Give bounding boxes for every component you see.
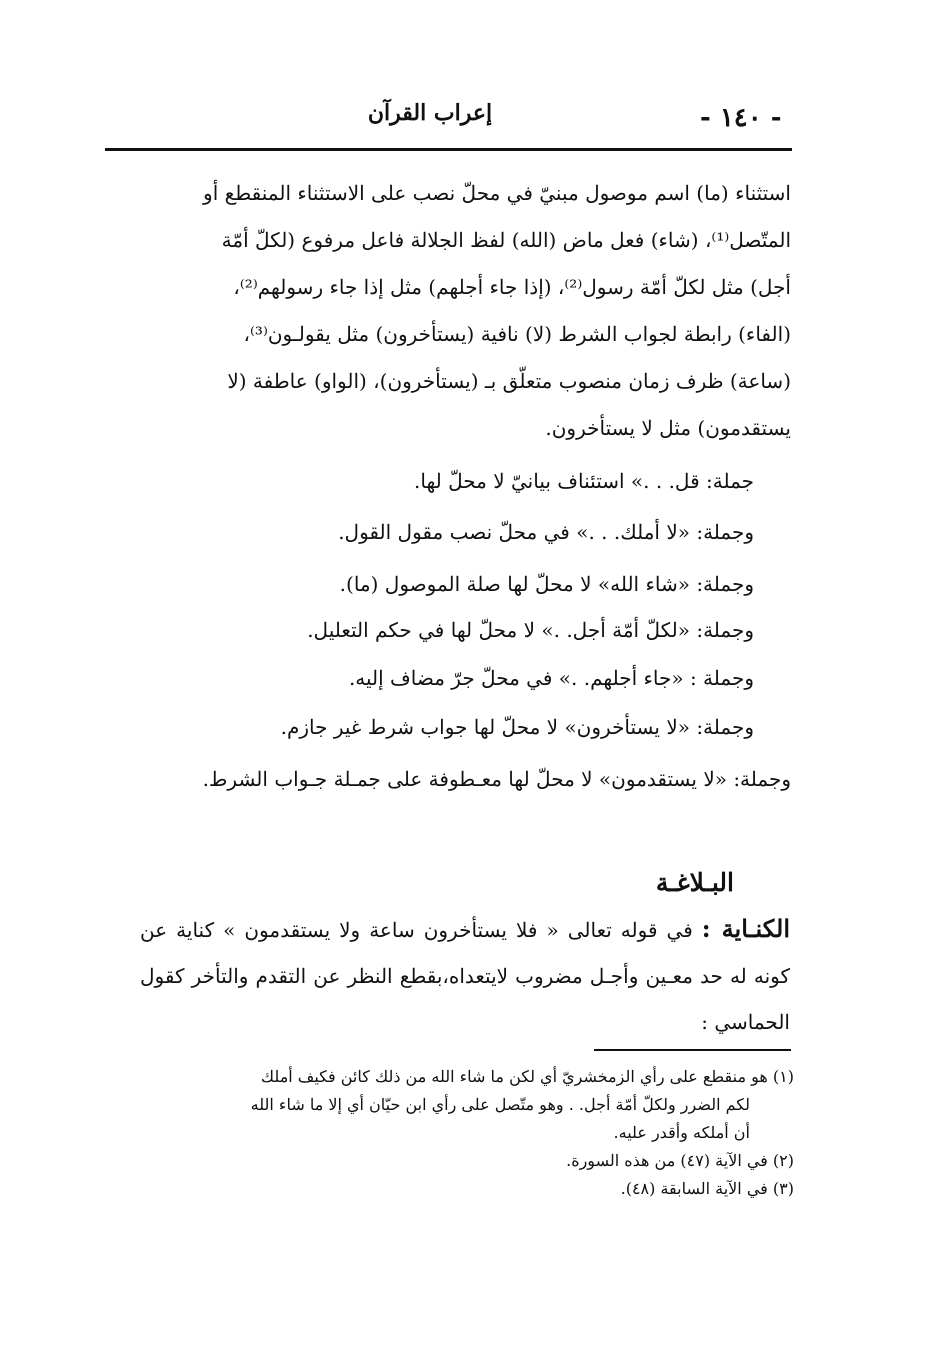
sentence-analysis: وجملة: «لكلّ أمّة أجل. .» لا محلّ لها في حكم التعليل. — [307, 618, 754, 642]
sentence-analysis: وجملة: «لا يستأخرون» لا محلّ لها جواب شرط غير جازم. — [280, 715, 754, 739]
parsing-paragraph — [105, 170, 791, 452]
footnote-3: (٣) في الآية السابقة (٤٨). — [620, 1179, 794, 1198]
page-number: - ١٤٠ - — [700, 103, 782, 133]
footnote-1-continuation: أن أملكه وأقدر عليه. — [613, 1123, 750, 1142]
paragraph-line: (ساعة) ظرف زمان منصوب متعلّق بـ (يستأخرون)، (الواو) عاطفة (لا — [227, 369, 791, 393]
sentence-analysis: جملة: قل. . .» استئناف بيانيّ لا محلّ لها. — [414, 469, 754, 493]
rhetoric-term: الكنـاية : — [701, 914, 791, 943]
sentence-analysis: وجملة: «لا أملك. . .» في محلّ نصب مقول القول. — [338, 520, 754, 544]
balagha-paragraph — [140, 906, 790, 1045]
footnote-rule — [594, 1049, 791, 1051]
paragraph-line: (الفاء) رابطة لجواب الشرط (لا) نافية (يستأخرون) مثل يقولـون⁽³⁾، — [243, 322, 791, 346]
paragraph-line: أجل) مثل لكلّ أمّة رسول⁽²⁾، (إذا جاء أجلهم) مثل إذا جاء رسولهم⁽²⁾، — [233, 275, 791, 299]
footnote-1: (١) هو منقطع على رأي الزمخشريّ أي لكن ما شاء الله من ذلك كائن فكيف أملك — [260, 1067, 794, 1086]
running-title: إعراب القرآن — [367, 100, 493, 126]
paragraph-line: يستقدمون) مثل لا يستأخرون. — [545, 416, 791, 440]
sentence-analysis: وجملة: «لا يستقدمون» لا محلّ لها معـطوفة على جمـلة جـواب الشرط. — [202, 767, 791, 791]
footnote-1-continuation: لكم الضرر ولكلّ أمّة أجل. . وهو متّصل على رأي ابن حيّان أي إلا ما شاء الله — [250, 1095, 750, 1114]
balagha-text: في قوله تعالى « فلا يستأخرون ساعة ولا يستقدمون » كناية عن كونه له حد معـين وأجـل مضروب لايتعداه،بقطع النظر عن التقدم والتأخر كقول الحماسي : — [140, 918, 790, 1034]
sentence-analysis: وجملة : «جاء أجلهم. .» في محلّ جرّ مضاف إليه. — [348, 666, 754, 690]
section-heading: البـلاغـة — [655, 868, 734, 897]
sentence-analysis: وجملة: «شاء الله» لا محلّ لها صلة الموصول (ما). — [339, 572, 754, 596]
paragraph-line: المتّصل⁽¹⁾، (شاء) فعل ماض (الله) لفظ الجلالة فاعل مرفوع (لكلّ أمّة — [221, 228, 791, 252]
paragraph-line: استثناء (ما) اسم موصول مبنيّ في محلّ نصب على الاستثناء المنقطع أو — [203, 181, 791, 205]
footnote-2: (٢) في الآية (٤٧) من هذه السورة. — [566, 1151, 794, 1170]
header-rule — [105, 148, 792, 151]
footnotes — [120, 1063, 794, 1203]
